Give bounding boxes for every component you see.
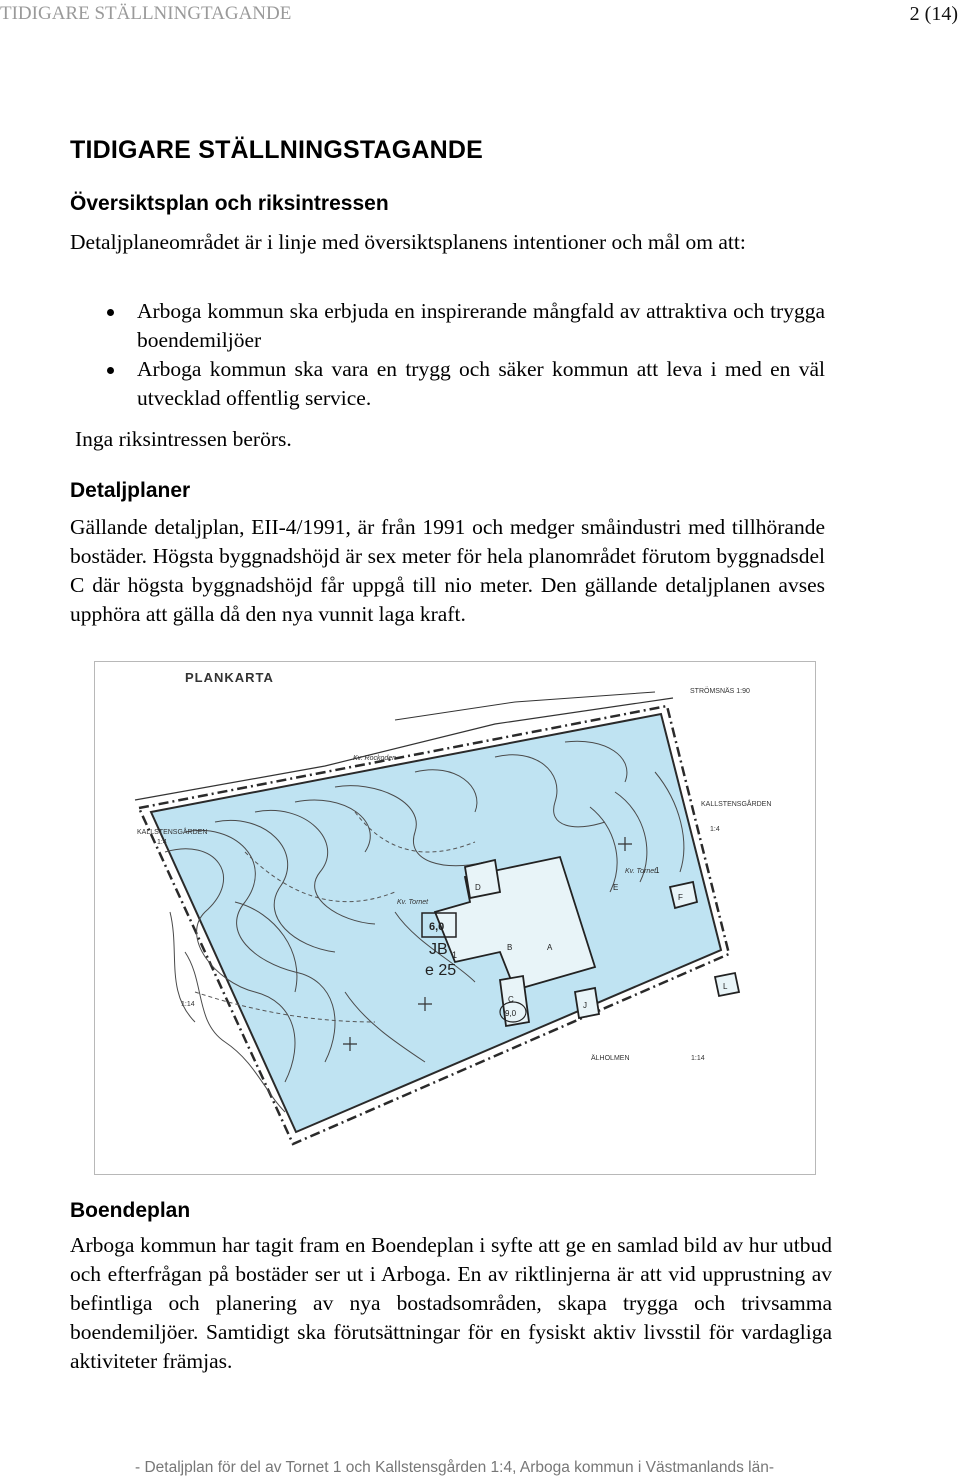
heading-oversiktsplan: Översiktsplan och riksintressen xyxy=(70,192,389,215)
building-d xyxy=(465,860,500,898)
bullet-icon xyxy=(107,367,114,374)
label-kallstensgarden-right: KALLSTENSGÅRDEN xyxy=(701,801,772,808)
label-building-l: L xyxy=(723,982,728,991)
heading-detaljplaner: Detaljplaner xyxy=(70,479,191,502)
label-stromsnas: STRÖMSNÄS 1:90 xyxy=(690,688,750,695)
detaljplaner-body: Gällande detaljplan, EII-4/1991, är från 1991 och medger småindustri med tillhörande bostäder. Högsta byggnadshöjd är sex meter för hela planområdet förutom byggnadsdel C där högsta byggnadshöjd får uppgå till nio meter. Den gällande detaljplanen avses upphöra att gälla då den nya vunnit laga kraft. xyxy=(70,515,825,626)
map-title: PLANKARTA xyxy=(185,670,274,685)
label-kallstensgarden-left: KALLSTENSGÅRDEN xyxy=(137,829,208,836)
list-item-text: Arboga kommun ska erbjuda en inspirerande mångfald av attraktiva och trygga boendemiljöer xyxy=(137,299,825,352)
label-zone: JB xyxy=(429,941,448,958)
list-item-text: Arboga kommun ska vara en trygg och säker kommun att leva i med en väl utvecklad offentlig service. xyxy=(137,357,825,410)
label-building-a: A xyxy=(547,943,553,952)
oversikt-intro: Detaljplaneområdet är i linje med översiktsplanens intentioner och mål om att: xyxy=(70,230,746,254)
goal-list xyxy=(70,297,825,413)
plan-map xyxy=(94,661,816,1175)
page-title: TIDIGARE STÄLLNINGSTAGANDE xyxy=(70,136,484,164)
label-tornet-left: Kv. Tornet xyxy=(397,899,429,906)
label-tornet-right: Kv. Tornet xyxy=(625,868,657,875)
label-height-c: 9,0 xyxy=(505,1009,517,1018)
building-c xyxy=(500,976,529,1026)
building-j xyxy=(575,988,599,1018)
label-building-e: E xyxy=(613,883,619,892)
heading-boendeplan: Boendeplan xyxy=(70,1199,191,1222)
label-id-left: 1:14 xyxy=(181,1001,195,1008)
page-footer: - Detaljplan för del av Tornet 1 och Kallstensgården 1:4, Arboga kommun i Västmanlands län- xyxy=(135,1459,775,1476)
label-kallstensgarden-left-id: 1:4 xyxy=(157,839,167,846)
running-header: TIDIGARE STÄLLNINGTAGANDE xyxy=(0,3,292,24)
label-rockoden: Kv. Rockoden xyxy=(353,755,397,762)
label-building-c: C xyxy=(508,995,514,1004)
list-item xyxy=(70,297,825,355)
label-kallstensgarden-right-id: 1:4 xyxy=(710,826,720,833)
label-coverage: e 25 xyxy=(425,962,457,979)
label-building-1: 1 xyxy=(655,866,660,875)
label-building-j: J xyxy=(583,1001,587,1010)
label-alholmen: ÄLHOLMEN xyxy=(591,1055,630,1062)
label-building-b: B xyxy=(507,943,513,952)
label-building-d: D xyxy=(475,883,481,892)
list-item xyxy=(70,355,825,413)
label-height-main: 6,0 xyxy=(429,921,445,933)
boendeplan-body: Arboga kommun har tagit fram en Boendeplan i syfte att ge en samlad bild av hur utbud och efterfrågan på bostäder ser ut i Arboga. En av riktlinjerna är att vid upprustning av befintliga och planering av nya bostadsområden, skapa trygga och trivsamma boendemiljöer. Samtidigt ska förutsättningar för en fysiskt aktiv livsstil för vardagliga aktiviteter främjas. xyxy=(70,1233,832,1373)
page-number: 2 (14) xyxy=(909,3,958,25)
label-zone-sub: 1 xyxy=(452,950,458,960)
riksintressen-note: Inga riksintressen berörs. xyxy=(75,427,292,451)
label-building-f: F xyxy=(678,893,683,902)
bullet-icon xyxy=(107,309,114,316)
plan-map-drawing xyxy=(95,662,815,1174)
label-id-bottom: 1:14 xyxy=(691,1055,705,1062)
